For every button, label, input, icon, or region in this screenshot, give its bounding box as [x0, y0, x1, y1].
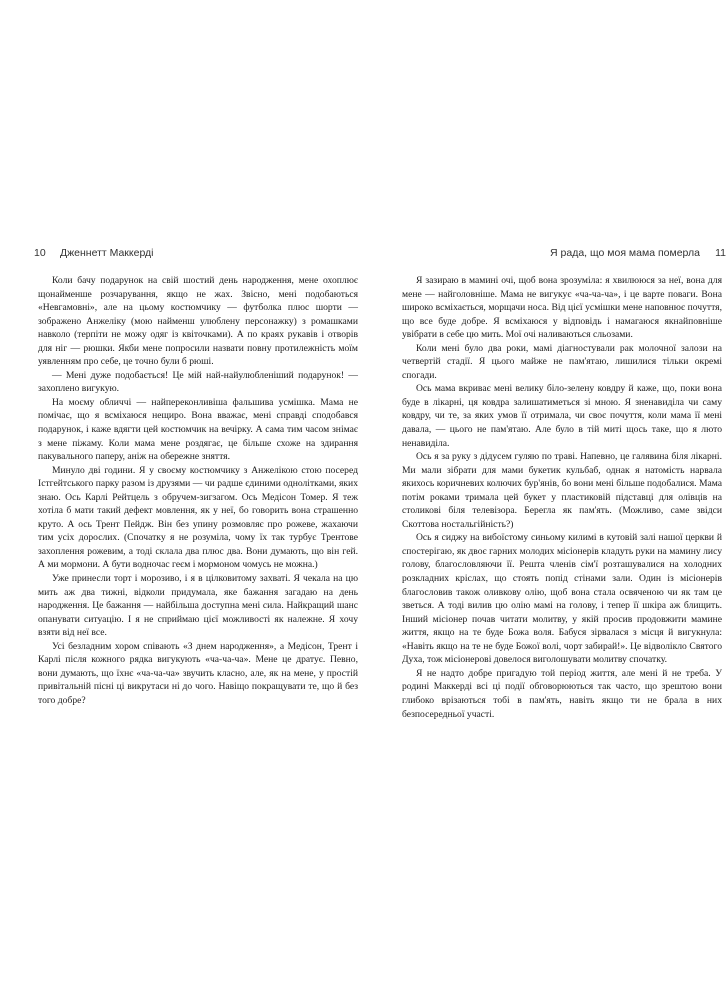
- paragraph: Я не надто добре пригадую той період життя, але мені й не треба. У родині Маккерді всі ці події обговорюються так часто, що зрештою вони глибоко врізаються тобі в пам'ять, навіть якщо ти не брала в них безпосередньої участі.: [402, 667, 722, 720]
- left-running-head-author: Дженнетт Маккерді: [60, 247, 154, 259]
- paragraph: Уже принесли торт і морозиво, і я в цілковитому захваті. Я чекала на цю мить аж два тижні, відколи придумала, яке бажання загадаю на день народження. Це бажання — найбільша доступна мені сила. Найкращий шанс опанувати ситуацію. І я не сприймаю цієї можливості як належне. Я хочу взяти від неї все.: [38, 573, 358, 639]
- paragraph: Минуло дві години. Я у своєму костюмчику з Анжелікою стою посеред Істгейтського парку разом із друзями — чи радше єдиними однолітками, яких знаю. Ось Карлі Рейтцель з обручем-зигзагом. Ось Медісон Томер. Я теж хотіла б мати такий дефект мовлення, як у неї, бо говорить вона страшенно круто. А ось Трент Пейдж. Він без упину розмовляє про рожеве, жахаючи тим усіх дорослих. (Спочатку я не розуміла, чому їх так турбує Трентове захоплення рожевим, а тоді склала два плюс два. Вони думають, що він гей. А ми мормони. А бути водночас геєм і мормоном чомусь не можна.): [38, 464, 358, 571]
- paragraph: Коли мені було два роки, мамі діагностували рак молочної залози на четвертій стадії. Я цього майже не пам'ятаю, лишилися тільки окремі спогади.: [402, 342, 722, 381]
- right-running-head-title: Я рада, що моя мама померла: [550, 247, 700, 259]
- paragraph: На моєму обличчі — найпереконливіша фальшива усмішка. Мама не помічає, що я всміхаюся нещиро. Вона вважає, мені справді сподобався подарунок, і каже вдягти цей костюмчик на вечірку. А сама тим часом знімає з мене піжаму. Коли мама мене роздягає, це більше схоже на здирання пакувального паперу, аніж на обережне зняття.: [38, 396, 358, 463]
- paragraph: Ось я сиджу на вибоїстому синьому килимі в кутовій залі нашої церкви й спостерігаю, як двоє гарних молодих місіонерів кладуть руки на мамину лису голову, благословляючи її. Решта членів сім'ї розташувалися на холодних розкладних кріслах, що стоять попід стінами зали. Один із місіонерів благословив також оливкову олію, щоб вона стала освяченою чи як там це зветься. А тоді вилив цю олію мамі на голову, і тепер її шкіра аж блищить. Інший місіонер почав читати молитву, у якій просив продовжити мамине життя, якщо на те буде Божа воля. Бабуся зірвалася з місця й вигукнула: «Навіть якщо на те не буде Божої волі, чорт забирай!». Це відволікло Святого Духа, тож місіонерові довелося виголошувати молитву спочатку.: [402, 532, 722, 666]
- paragraph: Я зазираю в мамині очі, щоб вона зрозуміла: я хвилююся за неї, вона для мене — найголовніше. Мама не вигукує «ча-ча-ча», і це варте поваги. Вона широко всміхається, морщачи носа. Від цієї усмішки мене наповнює почуття, що все буде добре. Я всміхаюся у відповідь і намагаюся якнайповніше увібрати в себе цю мить. Мої очі наливаються сльозами.: [402, 275, 722, 341]
- paragraph: Ось мама вкриває мені велику біло-зелену ковдру й каже, що, поки вона буде в лікарні, ця ковдра залишатиметься зі мною. Я зненавиділа чи саму ковдру, чи те, за яких умов її отримала, чи своє почуття, коли мама її мені давала, — цього не пам'ятаю. Але було в тій миті щось таке, що я люто ненавиділа.: [402, 383, 722, 449]
- left-page: [34, 0, 358, 1000]
- left-page-number: 10: [34, 247, 46, 259]
- left-page-body: [38, 274, 358, 708]
- right-page-number: 11: [715, 247, 726, 259]
- paragraph: Усі безладним хором співають «З днем народження», а Медісон, Трент і Карлі після кожного рядка вигукують «ча-ча-ча». Мене це дратує. Певно, вони думають, що їхнє «ча-ча-ча» звучить класно, але, як на мене, у простій привітальній пісні ці викрутаси ні до чого. Навіщо покращувати те, що й без того добре?: [38, 640, 358, 706]
- right-page: [402, 0, 726, 1000]
- right-running-header: [402, 247, 726, 263]
- paragraph: Коли бачу подарунок на свій шостий день народження, мене охоплює щонайменше розчарування, якщо не жах. Звісно, мені подобаються «Невгамовні», але на цьому костюмчику — футболка плюс шорти — зображено Анжеліку (мою найменш улюблену персонажку) з ромашками навколо (терпіти не можу одяг із квіточками). А по краях рукавів і отворів для ніг — рюшки. Якби мене попросили назвати повну протилежність моїм уявленням про себе, це точно були б рюші.: [38, 275, 358, 368]
- left-running-header: [34, 247, 358, 263]
- paragraph: Ось я за руку з дідусем гуляю по траві. Напевно, це галявина біля лікарні. Ми мали зібрати для мами букетик кульбаб, однак я натомість нарвала якихось коричневих колючих бур'янів, бо вони мені більше подобалися. Мама потім роками тримала цей букет у пластиковій підставці для олівців на столикові біля телевізора. Берегла як пам'ять. (Можливо, саме звідси Скоттова ностальгійність?): [402, 451, 722, 530]
- right-page-body: [402, 274, 722, 721]
- paragraph: — Мені дуже подобається! Це мій най-найулюбленіший подарунок! — захоплено вигукую.: [38, 369, 358, 395]
